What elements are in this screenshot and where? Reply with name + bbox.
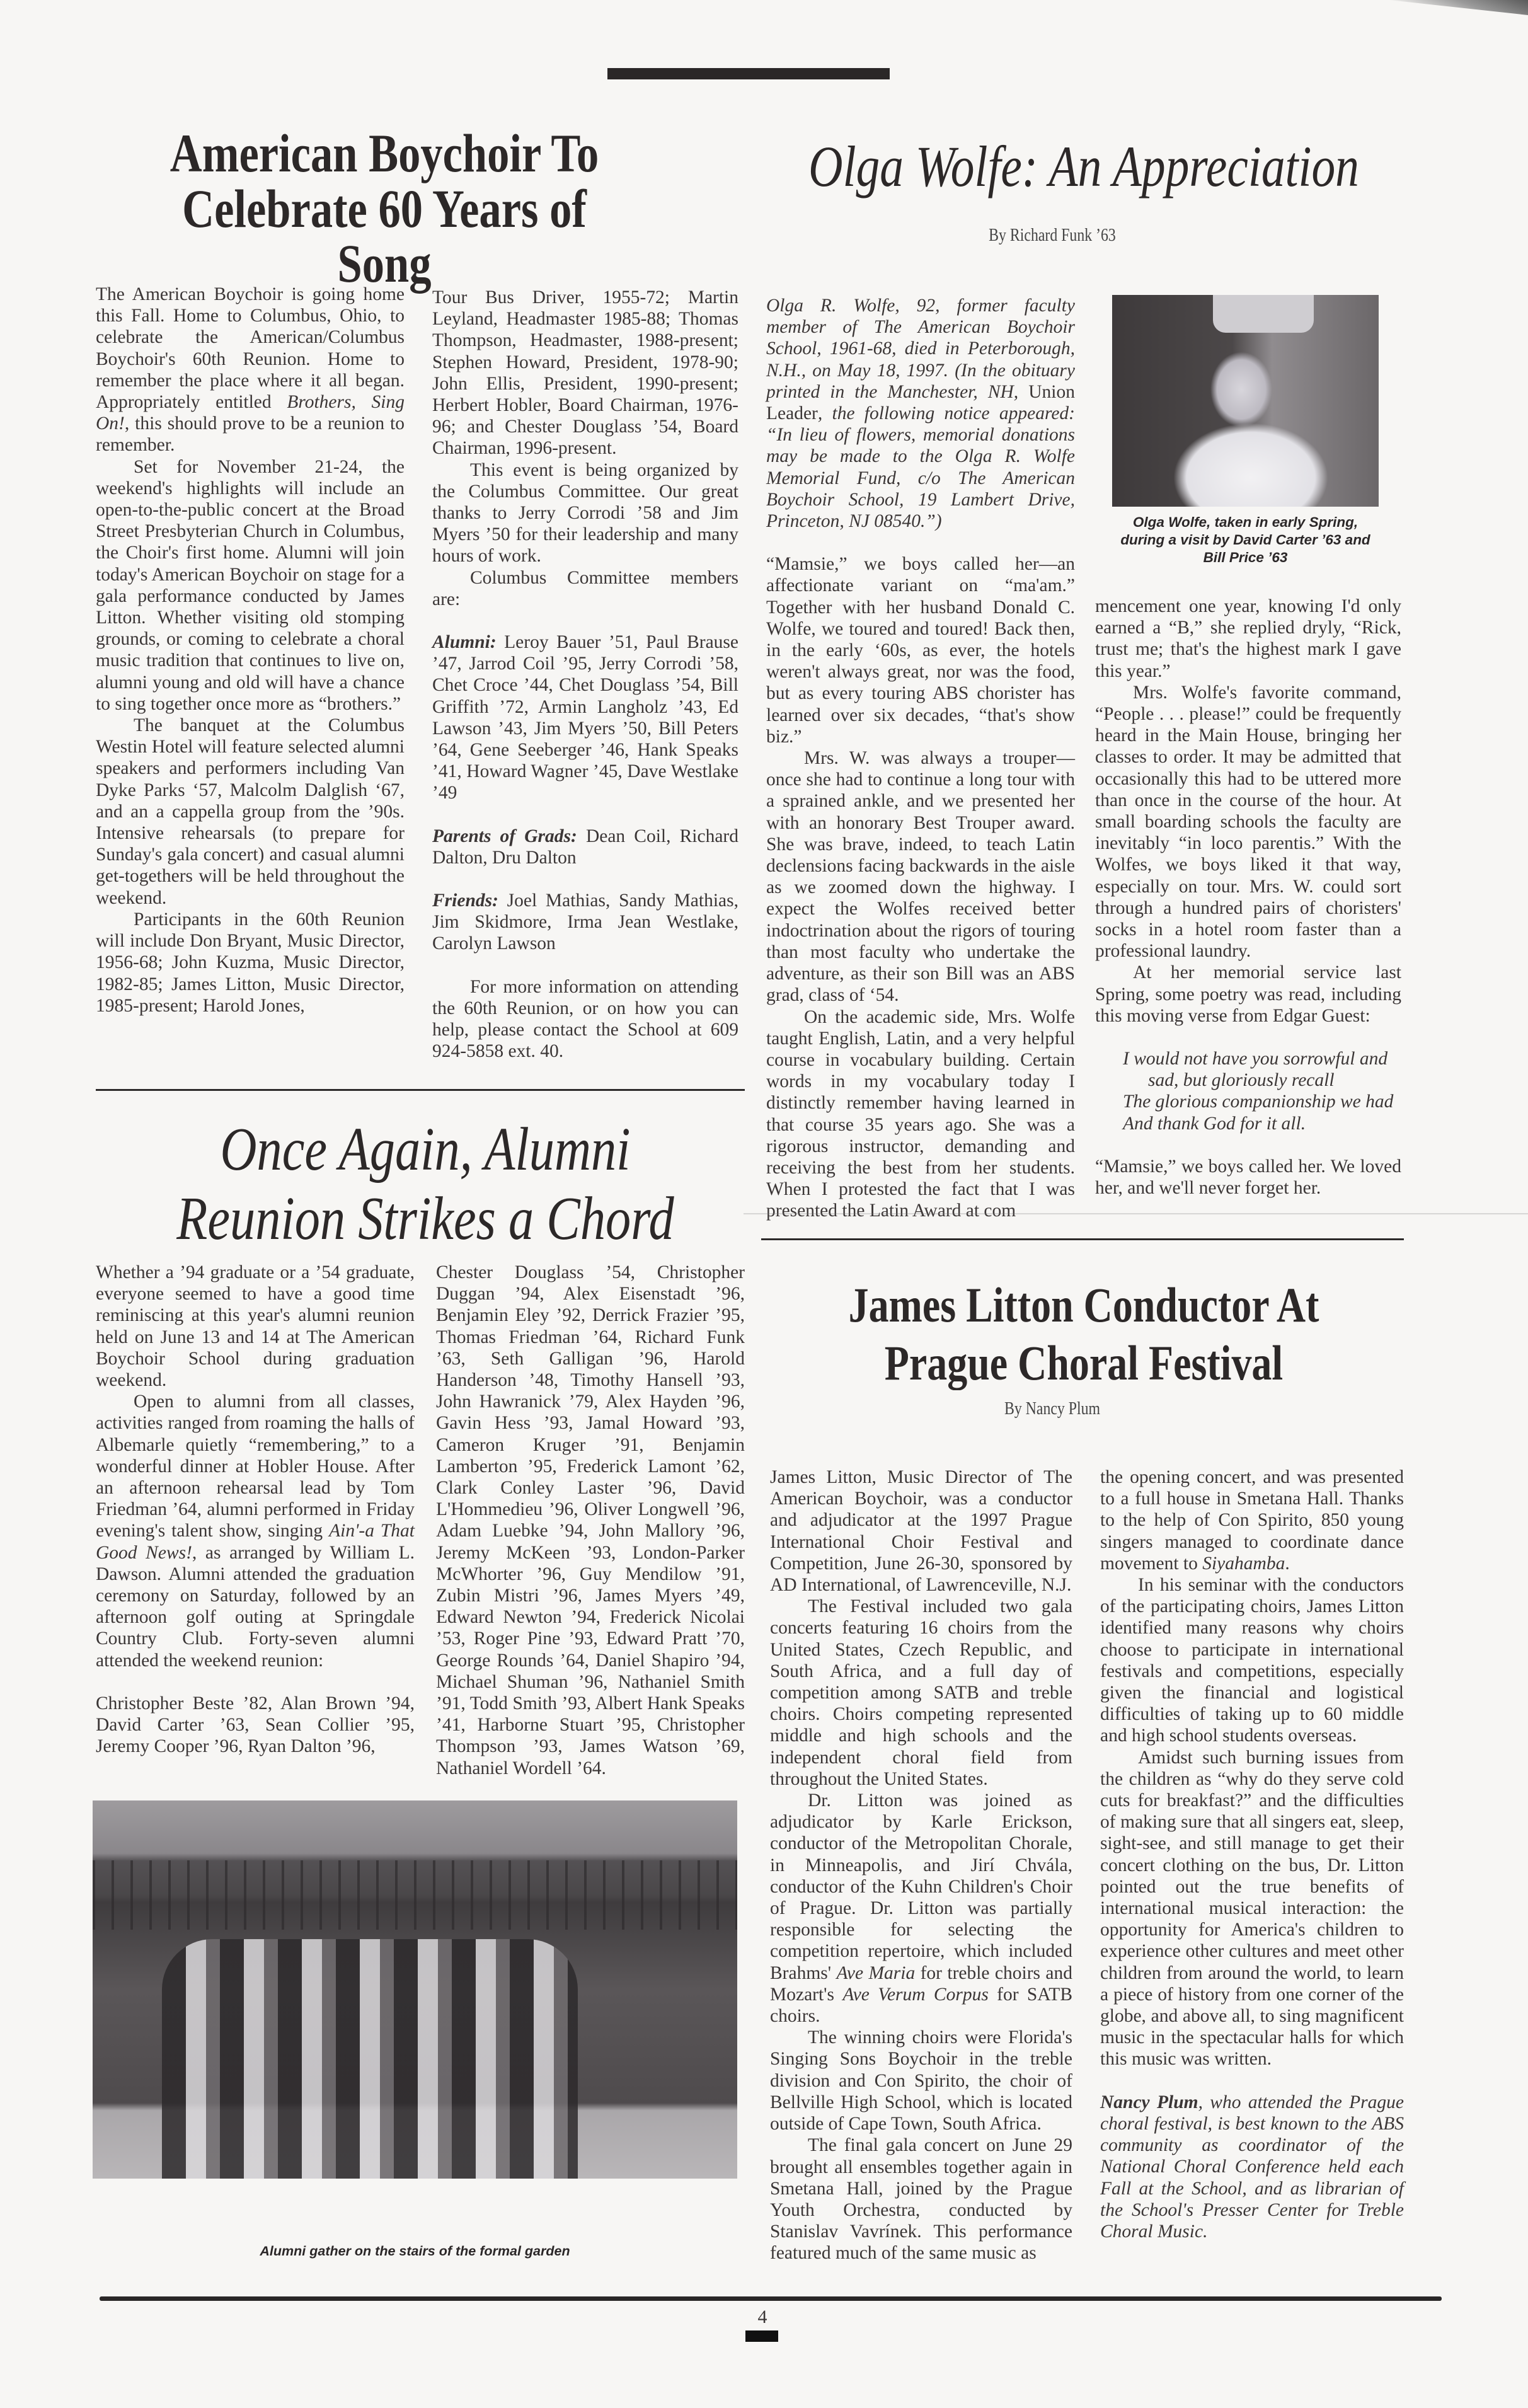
litton-paragraph-5: The final gala concert on June 29 brought all ensembles together again in Smetana Hall, joined by the Prague Youth Orchestra, conducted by Stanislav Vavrínek. This performance featured much of the same music as (770, 2135, 1072, 2264)
boychoir-paragraph-4: Participants in the 60th Reunion will include Don Bryant, Music Director, 1956-68; John Kuzma, Music Director, 1982-85; James Litton, Music Director, 1985-present; Harold Jones, (96, 909, 405, 1016)
litton-paragraph-5-continued: the opening concert, and was presented to a full house in Smetana Hall. Thanks to the help of Con Spirito, 850 young singers managed to coordinate dance movement to Siyahamba. (1100, 1467, 1404, 1574)
poem-line: sad, but gloriously recall (1148, 1070, 1335, 1091)
reunion-paragraph-2: Open to alumni from all classes, activities ranged from roaming the halls of Albemarle quietly “remembering,” to a wonderful dinner at Hobler House. After an afternoon rehearsal lead by Tom Friedman ’64, alumni performed in Friday evening's talent show, singing Ain'-a That Good News!, as arranged by William L. Dawson. Alumni attended the graduation ceremony on Saturday, followed by an afternoon golf outing at Springdale Country Club. Forty-seven alumni attended the weekend reunion: (96, 1391, 415, 1671)
reunion-headline: Once Again, Alumni Reunion Strikes a Chord (176, 1115, 674, 1253)
olga-obituary-note: Olga R. Wolfe, 92, former faculty member of The American Boychoir School, 1961-68, died in Peterborough, N.H., on May 18, 1997. (In the obituary printed in the Manchester, NH, Union Leader, the following notice appeared: “In lieu of flowers, memorial donations may be made to the Olga R. Wolfe Memorial Fund, c/o The American Boychoir School, 19 Lambert Drive, Princeton, NJ 08540.”) (766, 296, 1075, 532)
poem-line: I would not have you sorrowful and (1123, 1049, 1388, 1069)
litton-paragraph-7: Amidst such burning issues from the children as “why do they serve cold cuts for breakfast?” and the difficulties of making sure that all singers eat, sleep, sight-see, and still manage to get their concert clothing on the bus, Dr. Litton pointed out the true benefits of international musical interaction: the opportunity for America's children to experience other cultures and meet other children from around the world, to learn a piece of history from one corner of the globe, and above all, to sing magnificent music in the spectacular halls for which this music was written. (1100, 1747, 1404, 2070)
alumni-group (162, 1939, 578, 2179)
litton-paragraph-3: Dr. Litton was joined as adjudicator by Karle Erickson, conductor of the Metropolitan Chorale, in Minneapolis, and Jirí Chvála, conductor of the Kuhn Children's Choir of Prague. Dr. Litton was partially responsible for selecting the competition repertoire, which included Brahms' Ave Maria for treble choirs and Mozart's Ave Verum Corpus for SATB choirs. (770, 1790, 1072, 2027)
olga-paragraph-3-continued: mencement one year, knowing I'd only earned a “B,” she replied dryly, “Rick, trust me; that's the highest mark I gave this year.” (1095, 596, 1401, 681)
olga-photo-caption: Olga Wolfe, taken in early Spring, during a visit by David Carter ’63 and Bill Price ’63 (1120, 514, 1370, 565)
olga-paragraph-2: Mrs. W. was always a trouper—once she had to continue a long tour with a sprained ankle, and we presented her with an honorary Best Trouper award. She was brave, indeed, to teach Latin declensions facing backwards in the aisle as we zoomed down the highway. I expect the Wolfes received better indoctrination about the rigors of touring than most faculty who undertake the adventure, as their son Bill was an ABS grad, class of ‘54. (766, 748, 1075, 1006)
alumni-photo-caption: Alumni gather on the stairs of the formal garden (260, 2244, 570, 2259)
page-corner-shadow (1389, 0, 1528, 15)
olga-closing: “Mamsie,” we boys called her. We loved her, and we'll never forget her. (1095, 1156, 1401, 1199)
litton-column-1 (770, 1466, 1072, 2264)
olga-paragraph-4: Mrs. Wolfe's favorite command, “People . . . please!” could be frequently heard in the Main House, bringing her classes to order. It may be admitted that occasionally this had to be uttered more than once in the course of the hour. At small boarding schools the faculty are inevitably “in loco parentis.” With the Wolfes, we boys liked it that way, especially on tour. Mrs. W. could sort through a hundred pairs of choristers' socks in a hotel room faster than a professional laundry. (1095, 682, 1401, 962)
lamp-shade (1213, 295, 1314, 333)
reunion-paragraph-1: Whether a ’94 graduate or a ’54 graduate, everyone seemed to have a good time reminiscing at this year's alumni reunion held on June 13 and 14 at The American Boychoir School during graduation weekend. (96, 1262, 415, 1391)
olga-byline: By Richard Funk ’63 (989, 226, 1116, 245)
attendee-list: Christopher Beste ’82, Alan Brown ’94, David Carter ’63, Sean Collier ’95, Jeremy Cooper ’96, Ryan Dalton ’96, (96, 1693, 415, 1757)
event-title: Brothers, Sing On! (96, 392, 405, 434)
boychoir-column-1 (96, 284, 405, 1017)
boychoir-paragraph-4-continued: Tour Bus Driver, 1955-72; Martin Leyland, Headmaster 1985-88; Thomas Thompson, Headmaster, 1988-present; Stephen Howard, President, 1978-90; John Ellis, President, 1990-present; Herbert Hobler, Board Chairman, 1976-96; and Chester Douglass ’54, Board Chairman, 1996-present. (432, 287, 738, 459)
edgar-guest-poem (1123, 1048, 1401, 1134)
alumni-group-photo (93, 1800, 737, 2179)
song-title: Siyahamba (1202, 1553, 1285, 1574)
litton-byline: By Nancy Plum (1004, 1399, 1101, 1419)
reunion-column-1 (96, 1262, 415, 1757)
poem-line: And thank God for it all. (1123, 1113, 1306, 1134)
boychoir-paragraph-5: This event is being organized by the Columbus Committee. Our great thanks to Jerry Corrodi ’58 and Jim Myers ’50 for their leadership and many hours of work. (432, 459, 738, 567)
litton-paragraph-4: The winning choirs were Florida's Singing Sons Boychoir in the treble division and Con Spirito, the choir of Bellville High School, which is located outside of Cape Town, South Africa. (770, 2027, 1072, 2134)
section-divider (96, 1089, 745, 1091)
litton-column-2 (1100, 1466, 1404, 2242)
litton-paragraph-6: In his seminar with the conductors of the participating choirs, James Litton identified many reasons why choirs choose to participate in international festivals and competitions, especially given the financial and logistical difficulties of taking up to 60 middle and high school students overseas. (1100, 1575, 1404, 1746)
paper-fold-line (744, 1213, 1528, 1214)
song-title: Ain'-a That Good News! (96, 1521, 415, 1563)
olga-wolfe-photo (1112, 295, 1379, 507)
section-divider (761, 1238, 1404, 1240)
boychoir-headline: American Boychoir To Celebrate 60 Years of Song (169, 123, 599, 294)
litton-paragraph-1: James Litton, Music Director of The American Boychoir, was a conductor and adjudicator at the 1997 Prague International Choir Festival and Competition, June 26-30, sponsored by AD International, of Lawrenceville, N.J. (770, 1467, 1072, 1596)
boychoir-column-2 (432, 287, 738, 1063)
litton-paragraph-2: The Festival included two gala concerts featuring 16 choirs from the United States, Czech Republic, and South Africa, and a full day of competition among SATB and treble choirs. Choirs competing represented middle and high schools and the independent choral field from throughout the United States. (770, 1596, 1072, 1789)
boychoir-paragraph-6: Columbus Committee members are: (432, 567, 738, 609)
footer-rule (100, 2296, 1442, 2301)
olga-column-1 (766, 295, 1075, 1222)
contact-info: For more information on attending the 60th Reunion, or on how you can help, please contact the School at 609 924-5858 ext. 40. (432, 976, 738, 1062)
attendee-list-continued: Chester Douglass ’54, Christopher Duggan ’94, Alex Eisenstadt ’96, Benjamin Eley ’92, Derrick Frazier ’95, Thomas Friedman ’64, Richard Funk ’63, Seth Galligan ’96, Harold Handerson ’48, Timothy Hansell ’93, John Hawranick ’79, Alex Hayden ’96, Gavin Hess ’93, Jamal Howard ’93, Cameron Kruger ’91, Benjamin Lamberton ’95, Frederick Lamont ’62, Clark Conley Laster ’96, David L'Hommedieu ’96, Oliver Longwell ’96, Adam Luebke ’94, John Mallory ’96, Jeremy McKeen ’93, London-Parker McWhorter ’96, Guy Mendilow ’91, Zubin Mistri ’96, James Myers ’49, Edward Newton ’94, Frederick Nicolai ’53, Roger Pine ’93, Edward Pratt ’70, George Rounds ’64, Daniel Shapiro ’94, Michael Shuman ’96, Nathaniel Smith ’91, Todd Smith ’93, Albert Hank Speaks ’41, Harborne Stuart ’95, Christopher Thompson ’93, James Watson ’69, Nathaniel Wordell ’64. (436, 1262, 745, 1778)
boychoir-paragraph-1: The American Boychoir is going home this Fall. Home to Columbus, Ohio, to celebrate the American/Columbus Boychoir's 60th Reunion. Home to remember the place where it all began. Appropriately entitled Brothers, Sing On!, this should prove to be a reunion to remember. (96, 284, 405, 456)
committee-friends: Friends: Joel Mathias, Sandy Mathias, Jim Skidmore, Irma Jean Westlake, Carolyn Lawson (432, 890, 738, 954)
page-number: 4 (757, 2307, 767, 2327)
olga-paragraph-5: At her memorial service last Spring, some poetry was read, including this moving verse from Edgar Guest: (1095, 962, 1401, 1026)
top-decorative-bar (607, 68, 890, 79)
garden-railing (93, 1860, 737, 1930)
olga-headline: Olga Wolfe: An Appreciation (808, 134, 1359, 199)
boychoir-paragraph-3: The banquet at the Columbus Westin Hotel will feature selected alumni speakers and performers including Van Dyke Parks ‘57, Malcolm Dalglish ‘67, and an a cappella group from the ’90s. Intensive rehearsals (to prepare for Sunday's gala concert) and casual alumni get-togethers will be held throughout the weekend. (96, 715, 405, 908)
committee-alumni: Alumni: Leroy Bauer ’51, Paul Brause ’47, Jarrod Coil ’95, Jerry Corrodi ’58, Chet Croce ’44, Chet Douglass ’54, Bill Griffith ’72, Armin Langholz ’43, Ed Lawson ’43, Jim Myers ’50, Bill Peters ’64, Gene Seeberger ’46, Hank Speaks ’41, Howard Wagner ’45, Dave Westlake ’49 (432, 632, 738, 804)
olga-column-2 (1095, 596, 1401, 1199)
olga-paragraph-1: “Mamsie,” we boys called her—an affectionate variant on “ma'am.” Together with her husband Donald C. Wolfe, we toured and toured! Back then, in the early ‘60s, as ever, the hotels weren't always great, nor was the food, but as every touring ABS chorister has learned over six decades, “that's show biz.” (766, 554, 1075, 747)
litton-headline: James Litton Conductor At Prague Choral Festival (848, 1277, 1319, 1391)
reunion-column-2 (436, 1262, 745, 1779)
boychoir-paragraph-2: Set for November 21-24, the weekend's highlights will include an open-to-the-public concert at the Broad Street Presbyterian Church in Columbus, the Choir's first home. Alumni will join today's American Boychoir on stage for a gala performance conducted by James Litton. Whether visiting old stomping grounds, or coming to celebrate a choral music tradition that continues to live on, alumni young and old will have a chance to sing together once more as “brothers.” (96, 456, 405, 714)
olga-paragraph-3: On the academic side, Mrs. Wolfe taught English, Latin, and a very helpful course in vocabulary building. Certain words in my vocabulary today I distinctly remember having learned in that course 35 years ago. She was a rigorous instructor, demanding and receiving the best from her students. When I protested the fact that I was presented the Latin Award at com (766, 1006, 1075, 1221)
poem-line: The glorious companionship we had (1123, 1092, 1394, 1112)
author-bio: Nancy Plum, who attended the Prague choral festival, is best known to the ABS community as coordinator of the National Choral Conference held each Fall at the School, and as librarian of the School's Presser Center for Treble Choral Music. (1100, 2092, 1404, 2242)
committee-parents: Parents of Grads: Dean Coil, Richard Dalton, Dru Dalton (432, 826, 738, 868)
page-marker-block (745, 2330, 778, 2342)
